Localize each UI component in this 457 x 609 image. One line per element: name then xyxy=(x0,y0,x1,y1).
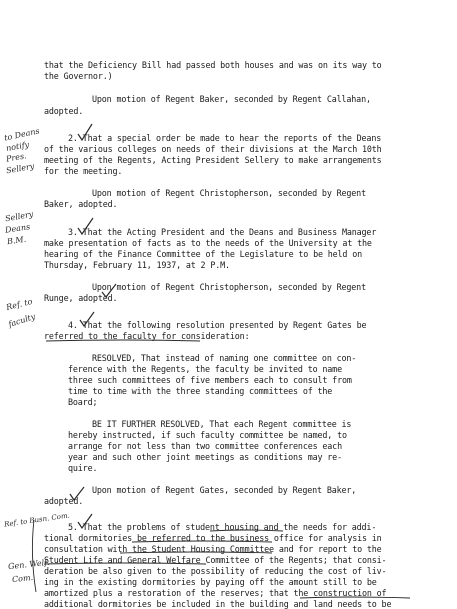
text-line: quire. xyxy=(68,463,98,473)
text-line: arrange for not less than two committee conferences each xyxy=(68,441,342,451)
text-line: referred to the faculty for consideration: xyxy=(44,331,250,341)
text-line: Upon motion of Regent Christopherson, seconded by Regent xyxy=(92,188,366,198)
text-line: adopted. xyxy=(44,496,84,506)
text-line: 2. That a special order be made to hear the reports of the Deans xyxy=(68,133,382,143)
text-line: that the Deficiency Bill had passed both houses and was on its way to xyxy=(44,60,382,70)
margin-note: B.M. xyxy=(6,234,27,247)
text-line: additional dormitories be included in the building and land needs to be xyxy=(44,599,392,609)
text-line: Upon motion of Regent Christopherson, seconded by Regent xyxy=(92,282,366,292)
text-line: Board; xyxy=(68,397,98,407)
text-line: ing in the existing dormitories by paying off the amount still to be xyxy=(44,577,377,587)
text-line: year and such other joint meetings as conditions may re- xyxy=(68,452,342,462)
text-line: 5. That the problems of student housing and the needs for addi- xyxy=(68,522,377,532)
text-line: the Governor.) xyxy=(44,71,113,81)
margin-note: notify xyxy=(5,140,30,153)
text-line: consultation with the Student Housing Committee and for report to the xyxy=(44,544,382,554)
text-line: Thursday, February 11, 1937, at 2 P.M. xyxy=(44,260,230,270)
margin-note: Gen. Welf. xyxy=(7,557,50,572)
text-line: deration be also given to the possibility of reducing the cost of liv- xyxy=(44,566,387,576)
text-line: meeting of the Regents, Acting President Sellery to make arrangements xyxy=(44,155,382,165)
text-line: RESOLVED, That instead of naming one committee on con- xyxy=(92,353,357,363)
margin-note: Deans xyxy=(4,222,31,235)
margin-note: Sellery xyxy=(4,209,34,224)
margin-note: Com. xyxy=(11,572,34,585)
margin-note: Pres. xyxy=(5,151,28,164)
text-line: adopted. xyxy=(44,106,84,116)
text-line: tional dormitories be referred to the business office for analysis in xyxy=(44,533,382,543)
text-line: Runge, adopted. xyxy=(44,293,118,303)
text-line: make presentation of facts as to the needs of the University at the xyxy=(44,238,372,248)
text-line: 3. That the Acting President and the Deans and Business Manager xyxy=(68,227,377,237)
text-line: Student Life and General Welfare Committee of the Regents; that consi- xyxy=(44,555,387,565)
margin-note: Ref. to xyxy=(5,296,34,313)
text-line: for the meeting. xyxy=(44,166,123,176)
text-line: three such committees of five members each to consult from xyxy=(68,375,352,385)
margin-note: to Deans xyxy=(3,126,41,143)
text-line: Upon motion of Regent Gates, seconded by Regent Baker, xyxy=(92,485,357,495)
margin-note: Ref. to Busn. Com. xyxy=(3,511,71,529)
text-line: Baker, adopted. xyxy=(44,199,118,209)
text-line: time to time with the three standing committees of the xyxy=(68,386,333,396)
text-line: amortized plus a restoration of the reserves; that the construction of xyxy=(44,588,387,598)
text-line: 4. That the following resolution presented by Regent Gates be xyxy=(68,320,367,330)
text-line: hereby instructed, if such faculty committee be named, to xyxy=(68,430,347,440)
margin-note: faculty xyxy=(7,311,37,330)
text-line: hearing of the Finance Committee of the Legislature to be held on xyxy=(44,249,362,259)
margin-note: Sellery xyxy=(5,161,35,176)
text-line: Upon motion of Regent Baker, seconded by Regent Callahan, xyxy=(92,94,371,104)
text-line: of the various colleges on needs of their divisions at the March 10th xyxy=(44,144,382,154)
text-line: BE IT FURTHER RESOLVED, That each Regent committee is xyxy=(92,419,352,429)
text-line: ference with the Regents, the faculty be invited to name xyxy=(68,364,342,374)
